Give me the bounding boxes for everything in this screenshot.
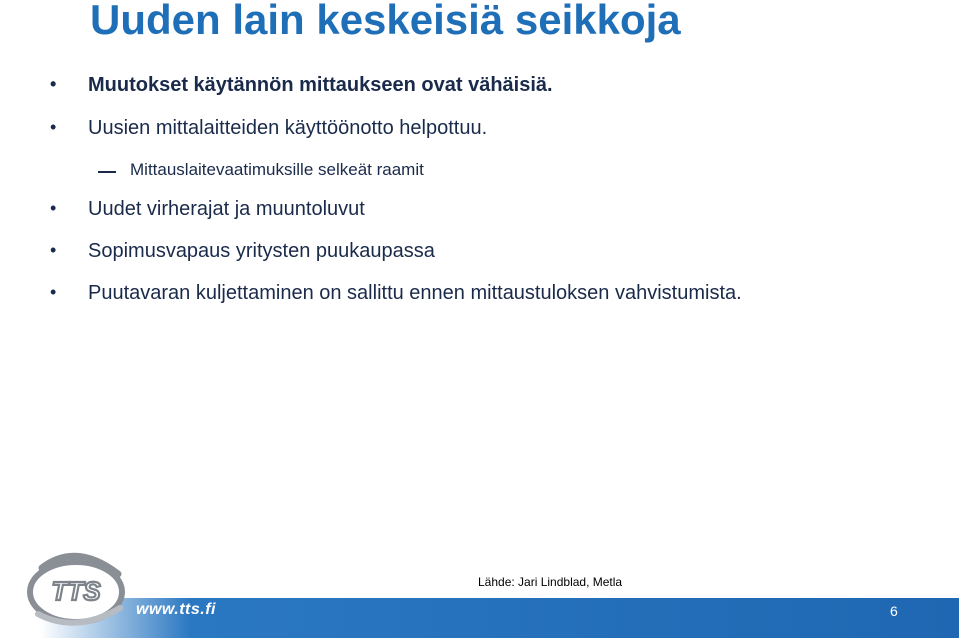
sub-bullet-item: Mittauslaitevaatimuksille selkeät raamit: [130, 160, 424, 179]
slide-title: Uuden lain keskeisiä seikkoja: [90, 0, 681, 43]
logo-text: TTS: [51, 576, 101, 606]
bullet-item: • Puutavaran kuljettaminen on sallittu ennen mittaustuloksen vahvistumista.: [88, 282, 742, 305]
tts-logo-icon: [20, 548, 132, 628]
bullet-item: • Sopimusvapaus yritysten puukaupassa: [88, 240, 435, 263]
website-link[interactable]: www.tts.fi: [136, 601, 216, 618]
bullet-item: • Uusien mittalaitteiden käyttöönotto helpottuu.: [88, 117, 487, 140]
source-caption: Lähde: Jari Lindblad, Metla: [478, 575, 623, 589]
bullet-item: • Uudet virherajat ja muuntoluvut: [88, 198, 365, 221]
bullet-item: • Muutokset käytännön mittaukseen ovat vähäisiä.: [88, 74, 553, 97]
page-number: 6: [890, 603, 898, 619]
